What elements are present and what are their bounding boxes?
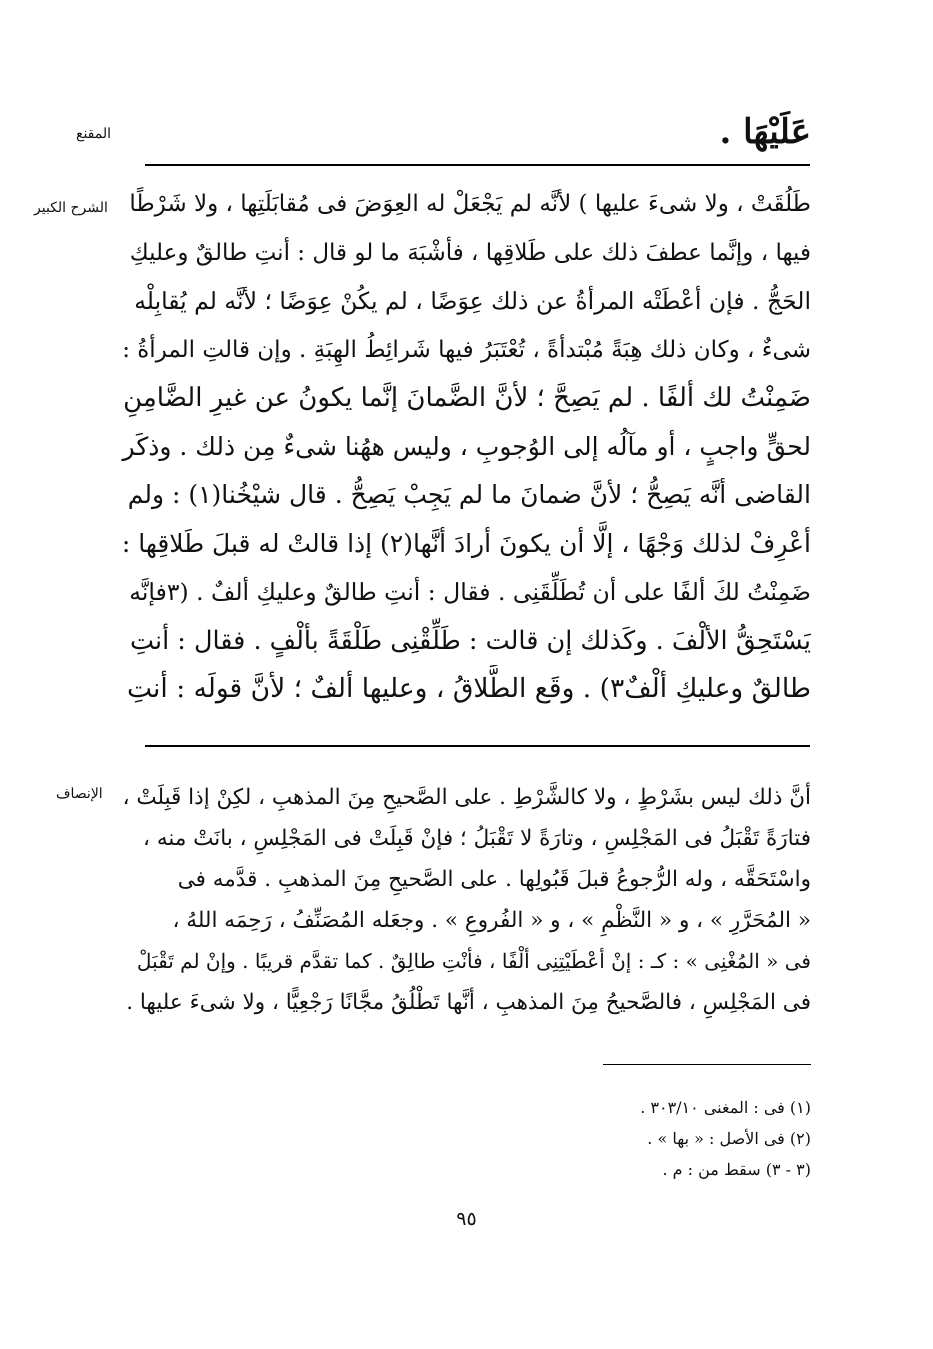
- text-line: ضَمِنْتُ لكَ ألفًا على أن تُطَلِّقَنِى . فقال : أنتِ طالقٌ وعليكِ ألفٌ . (٣فإنَّه: [129, 578, 811, 606]
- footnote: (٢) فى الأصل : « بها » .: [647, 1129, 811, 1148]
- page-number: ٩٥: [456, 1208, 477, 1230]
- text-line: أنَّ ذلك ليس بشَرْطٍ ، ولا كالشَّرْطِ . على الصَّحيحِ مِنَ المذهبِ ، لكِنْ إذا قَبِلَتْ ،: [122, 785, 811, 810]
- text-line: لحقٍّ واجبٍ ، أو مآلُه إلى الوُجوبِ ، وليس ههُنا شىءٌ مِن ذلك . وذكَر: [122, 431, 811, 461]
- text-line: يَسْتَحِقُّ الألْفَ . وكَذلك إن قالت : طَلِّقْنِى طَلْقَةً بألْفٍ . فقال : أنتِ: [129, 625, 811, 656]
- text-line: شىءٌ ، وكان ذلك هِبَةً مُبْتدأةً ، تُعْتَبَرُ فيها شَرائِطُ الهِبَةِ . وإن قالتِ المرأةُ :: [122, 336, 811, 363]
- footnote-rule: [603, 1064, 811, 1065]
- header-book-title: المقنع: [76, 126, 112, 142]
- section-label-insaf: الإنصاف: [56, 786, 103, 802]
- section-label-sharh: الشرح الكبير: [34, 200, 108, 216]
- text-line: فيها ، وإنَّما عطفَ ذلك على طَلاقِها ، فأشْبَهَ ما لو قال : أنتِ طالقٌ وعليكِ: [129, 239, 811, 266]
- insaf-text-block: [121, 777, 811, 1023]
- text-line: ضَمِنْتُ لك ألفًا . لم يَصِحَّ ؛ لأنَّ الضَّمانَ إنَّما يكونُ عن غيرِ الضَّامِنِ: [123, 383, 811, 413]
- text-line: الحَجُّ . فإن أعْطَتْه المرأةُ عن ذلك عِوَضًا ، لم يكُنْ عِوَضًا ؛ لأنَّه لم يُقابِلْه: [134, 287, 811, 315]
- sharh-text-block: [121, 180, 811, 714]
- text-line: فتارَةً تَقْبَلُ فى المَجْلِسِ ، وتارَةً لا تَقْبَلُ ؛ فإنْ قَبِلَتْ فى المَجْلِسِ ، بانَتْ منه ،: [143, 826, 811, 851]
- text-line: طَلُقَتْ ، ولا شىءَ عليها ) لأنَّه لم يَجْعَلْ له العِوَضَ فى مُقابَلَتِها ، ولا شَرْطًا: [129, 191, 811, 217]
- text-line: طالقٌ وعليكِ ألْفٌ٣) . وقَع الطَّلاقُ ، وعليها ألفٌ ؛ لأنَّ قولَه : أنتِ: [127, 673, 811, 704]
- text-line: فى المَجْلِسِ ، فالصَّحيحُ مِنَ المذهبِ ، أنَّها تَطْلُقُ مجَّانًا رَجْعِيًّا ، ولا شىءَ عليها .: [126, 990, 811, 1015]
- header-main-text: عَلَيْهَا .: [719, 112, 811, 152]
- text-line: واسْتَحَقَّه ، وله الرُّجوعُ قبلَ قَبُولِها . على الصَّحيحِ مِنَ المذهبِ . قدَّمه فى: [177, 867, 811, 892]
- section-divider: [145, 745, 810, 747]
- footnotes: [311, 1092, 811, 1185]
- footnote: (١) فى : المغنى ٣٠٣/١٠ .: [640, 1098, 811, 1117]
- text-line: القاضى أنَّه يَصِحُّ ؛ لأنَّ ضمانَ ما لم يَجِبْ يَصِحُّ . قال شيْخُنا(١) : ولم: [127, 480, 811, 509]
- text-line: « المُحَرَّرِ » ، و « النَّظْمِ » ، و « الفُروعِ » . وجعَله المُصَنِّفُ ، رَحِمَه اللهُ ،: [172, 908, 811, 933]
- text-line: أعْرِفْ لذلك وَجْهًا ، إلَّا أن يكونَ أرادَ أنَّها(٢) إذا قالتْ له قبلَ طَلاقِها :: [121, 528, 811, 558]
- footnote: (٣ - ٣) سقط من : م .: [662, 1160, 811, 1179]
- text-line: فى « المُغْنِى » : كـ : إنْ أعْطَيْتِنِى ألْفًا ، فأنْتِ طالِقٌ . كما تقدَّم قريبًا . وإنْ لم تَقْبَلْ: [136, 949, 811, 973]
- header-rule: [145, 164, 810, 166]
